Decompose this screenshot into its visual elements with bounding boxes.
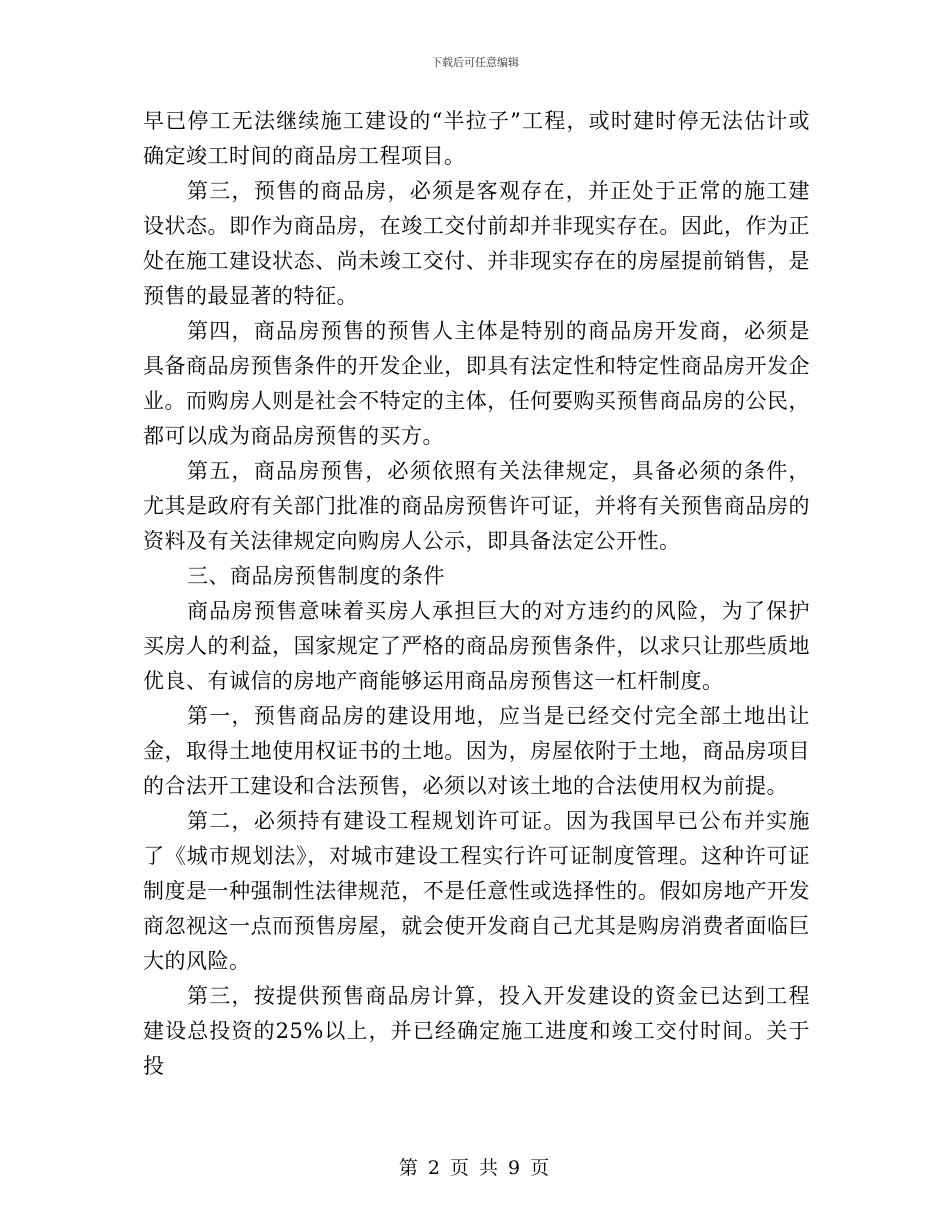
document-body	[143, 104, 810, 1084]
paragraph-1: 早已停工无法继续施工建设的“半拉子”工程，或时建时停无法估计或确定竣工时间的商品房工程项目。	[143, 109, 810, 168]
page-number-footer: 第 2 页 共 9 页	[398, 1157, 552, 1179]
paragraph-3: 第四，商品房预售的预售人主体是特别的商品房开发商，必须是具备商品房预售条件的开发企业，即具有法定性和特定性商品房开发企业。而购房人则是社会不特定的主体，任何要购买预售商品房的公民，都可以成为商品房预售的买方。	[143, 319, 810, 448]
section-heading: 三、商品房预售制度的条件	[187, 564, 445, 588]
paragraph-4: 第五，商品房预售，必须依照有关法律规定，具备必须的条件，尤其是政府有关部门批准的商品房预售许可证，并将有关预售商品房的资料及有关法律规定向购房人公示，即具备法定公开性。	[143, 459, 810, 553]
page-header: 下载后可任意编辑	[431, 56, 519, 69]
paragraph-2: 第三，预售的商品房，必须是客观存在，并正处于正常的施工建设状态。即作为商品房，在竣工交付前却并非现实存在。因此，作为正处在施工建设状态、尚未竣工交付、并非现实存在的房屋提前销售，是预售的最显著的特征。	[143, 179, 810, 308]
paragraph-8: 第二，必须持有建设工程规划许可证。因为我国早已公布并实施了《城市规划法》，对城市建设工程实行许可证制度管理。这种许可证制度是一种强制性法律规范，不是任意性或选择性的。假如房地产开发商忽视这一点而预售房屋，就会使开发商自己尤其是购房消费者面临巨大的风险。	[143, 809, 810, 973]
paragraph-9: 第三，按提供预售商品房计算，投入开发建设的资金已达到工程建设总投资的25%以上，并已经确定施工进度和竣工交付时间。关于投	[143, 984, 810, 1078]
paragraph-6: 商品房预售意味着买房人承担巨大的对方违约的风险，为了保护买房人的利益，国家规定了严格的商品房预售条件，以求只让那些质地优良、有诚信的房地产商能够运用商品房预售这一杠杆制度。	[143, 599, 810, 693]
paragraph-7: 第一，预售商品房的建设用地，应当是已经交付完全部土地出让金，取得土地使用权证书的土地。因为，房屋依附于土地，商品房项目的合法开工建设和合法预售，必须以对该土地的合法使用权为前提。	[143, 704, 810, 798]
